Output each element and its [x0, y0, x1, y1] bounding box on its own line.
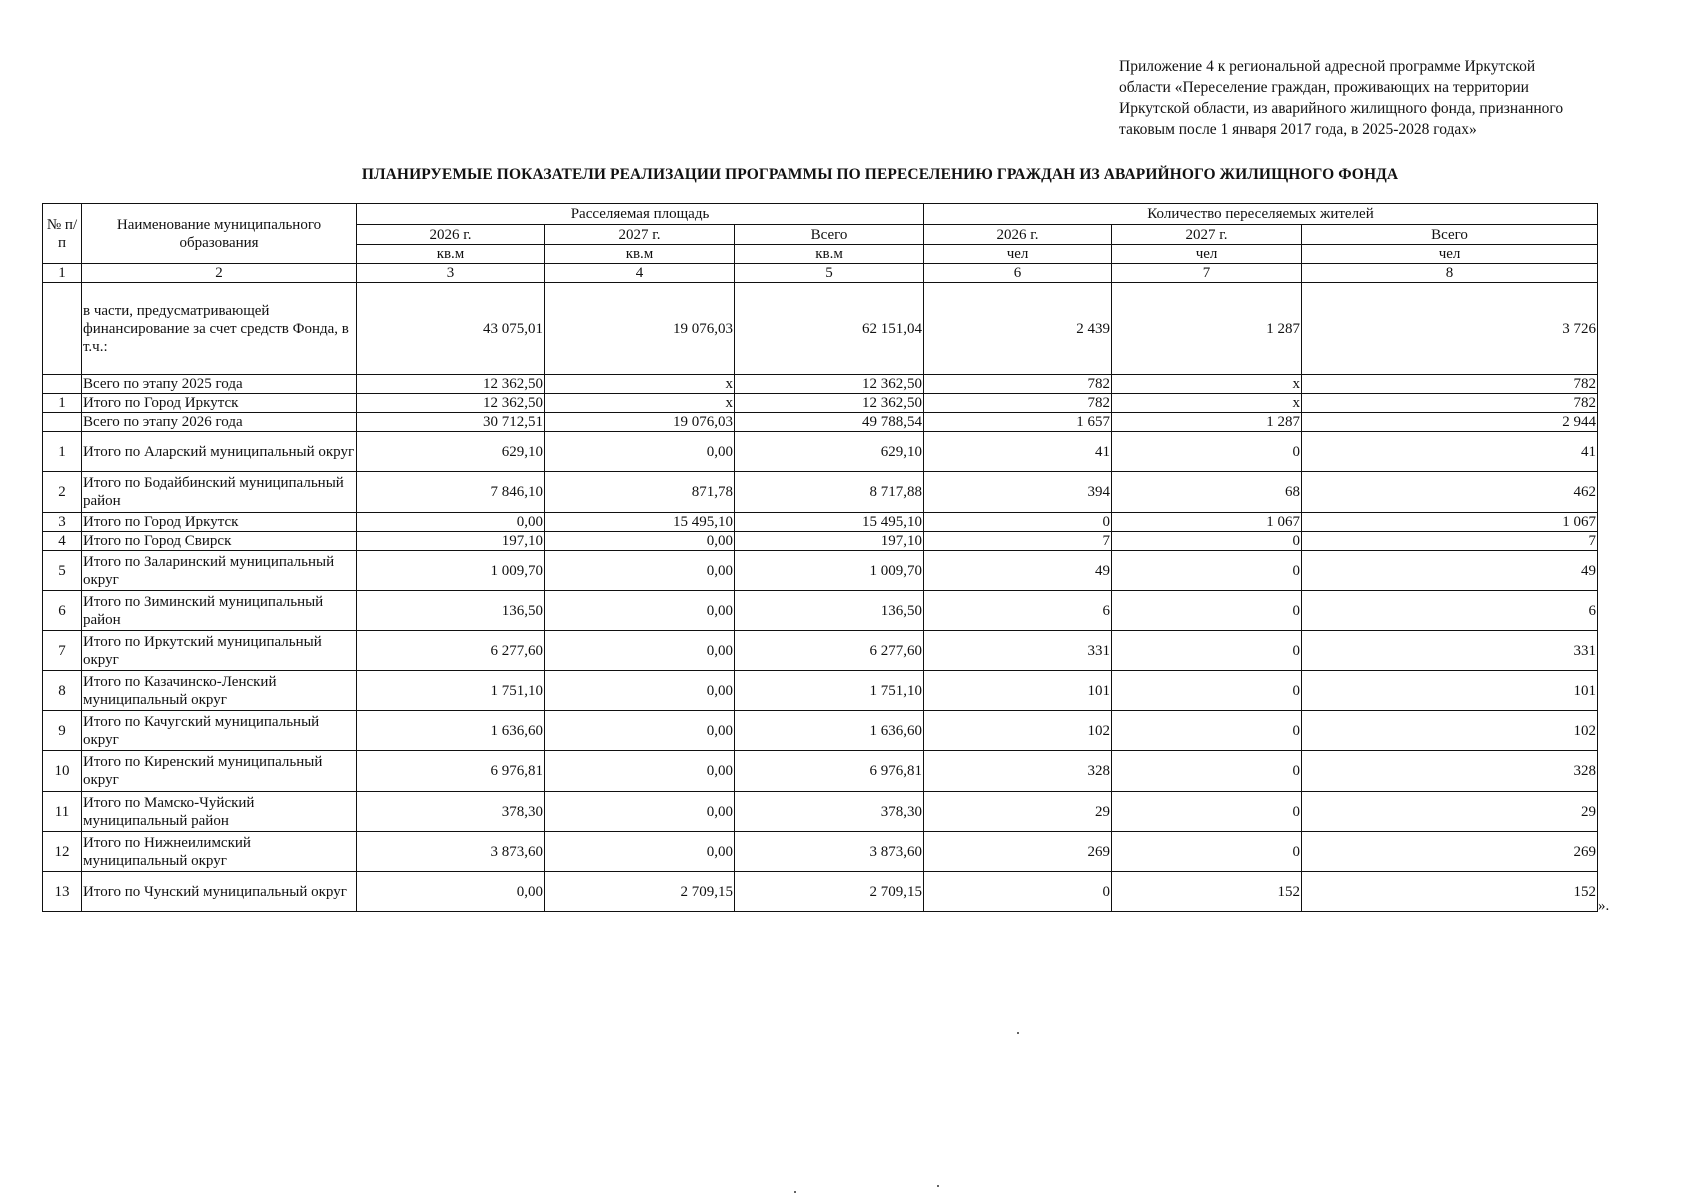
table-row — [43, 413, 1598, 432]
area-2026: 136,50 — [357, 591, 545, 631]
people-total: 152 — [1302, 872, 1598, 912]
area-2026: 0,00 — [357, 513, 545, 532]
area-2026: 1 636,60 — [357, 711, 545, 751]
row-number: 12 — [43, 832, 82, 872]
people-2027: 68 — [1112, 472, 1302, 513]
indicators-table — [42, 203, 1598, 912]
people-total: 462 — [1302, 472, 1598, 513]
row-number: 9 — [43, 711, 82, 751]
area-2027: 0,00 — [545, 751, 735, 792]
table-row — [43, 631, 1598, 671]
people-2026: 6 — [924, 591, 1112, 631]
people-total: 3 726 — [1302, 283, 1598, 375]
unit-people-2026: чел — [924, 245, 1112, 264]
unit-area-total: кв.м — [735, 245, 924, 264]
row-number: 5 — [43, 551, 82, 591]
table-row — [43, 375, 1598, 394]
people-total: 782 — [1302, 375, 1598, 394]
people-total: 1 067 — [1302, 513, 1598, 532]
people-2027: x — [1112, 394, 1302, 413]
table-row — [43, 283, 1598, 375]
table-row — [43, 591, 1598, 631]
row-number — [43, 375, 82, 394]
area-total: 8 717,88 — [735, 472, 924, 513]
area-2027: 0,00 — [545, 832, 735, 872]
area-2027: 871,78 — [545, 472, 735, 513]
area-2026: 30 712,51 — [357, 413, 545, 432]
row-number — [43, 283, 82, 375]
col-number: 5 — [735, 264, 924, 283]
people-total: 2 944 — [1302, 413, 1598, 432]
row-number: 2 — [43, 472, 82, 513]
header-area-2027: 2027 г. — [545, 225, 735, 245]
row-name: Итого по Заларинский муниципальный округ — [82, 551, 357, 591]
row-number: 3 — [43, 513, 82, 532]
table-row — [43, 751, 1598, 792]
row-name: Итого по Мамско-Чуйский муниципальный район — [82, 792, 357, 832]
col-number: 7 — [1112, 264, 1302, 283]
people-2026: 41 — [924, 432, 1112, 472]
people-2026: 1 657 — [924, 413, 1112, 432]
col-number: 4 — [545, 264, 735, 283]
people-total: 7 — [1302, 532, 1598, 551]
area-2026: 378,30 — [357, 792, 545, 832]
area-total: 12 362,50 — [735, 394, 924, 413]
people-2027: 1 287 — [1112, 413, 1302, 432]
row-name: Итого по Бодайбинский муниципальный район — [82, 472, 357, 513]
people-2026: 49 — [924, 551, 1112, 591]
area-2027: x — [545, 375, 735, 394]
people-2027: 0 — [1112, 432, 1302, 472]
document-title: ПЛАНИРУЕМЫЕ ПОКАЗАТЕЛИ РЕАЛИЗАЦИИ ПРОГРАММЫ ПО ПЕРЕСЕЛЕНИЮ ГРАЖДАН ИЗ АВАРИЙНОГО ЖИЛИЩНОГО ФОНДА — [361, 166, 1399, 183]
header-people-group: Количество переселяемых жителей — [924, 204, 1598, 225]
row-number: 13 — [43, 872, 82, 912]
people-2026: 782 — [924, 394, 1112, 413]
area-2026: 3 873,60 — [357, 832, 545, 872]
people-total: 101 — [1302, 671, 1598, 711]
area-2026: 12 362,50 — [357, 375, 545, 394]
header-area-2026: 2026 г. — [357, 225, 545, 245]
area-2026: 12 362,50 — [357, 394, 545, 413]
header-name: Наименование муниципального образования — [82, 204, 357, 264]
header-people-total: Всего — [1302, 225, 1598, 245]
col-number: 2 — [82, 264, 357, 283]
col-number: 1 — [43, 264, 82, 283]
people-total: 6 — [1302, 591, 1598, 631]
area-2027: 19 076,03 — [545, 283, 735, 375]
area-2027: 2 709,15 — [545, 872, 735, 912]
header-area-group: Расселяемая площадь — [357, 204, 924, 225]
people-total: 41 — [1302, 432, 1598, 472]
unit-people-2027: чел — [1112, 245, 1302, 264]
row-number — [43, 413, 82, 432]
area-total: 3 873,60 — [735, 832, 924, 872]
table-row — [43, 832, 1598, 872]
row-name: в части, предусматривающей финансирование за счет средств Фонда, в т.ч.: — [82, 283, 357, 375]
people-2026: 782 — [924, 375, 1112, 394]
people-total: 49 — [1302, 551, 1598, 591]
row-name: Итого по Киренский муниципальный округ — [82, 751, 357, 792]
area-total: 49 788,54 — [735, 413, 924, 432]
area-total: 12 362,50 — [735, 375, 924, 394]
row-name: Итого по Качугский муниципальный округ — [82, 711, 357, 751]
people-2027: 0 — [1112, 792, 1302, 832]
area-total: 629,10 — [735, 432, 924, 472]
people-total: 328 — [1302, 751, 1598, 792]
people-2027: x — [1112, 375, 1302, 394]
unit-people-total: чел — [1302, 245, 1598, 264]
people-total: 269 — [1302, 832, 1598, 872]
header-people-2026: 2026 г. — [924, 225, 1112, 245]
area-2026: 6 976,81 — [357, 751, 545, 792]
table-row — [43, 532, 1598, 551]
row-number: 8 — [43, 671, 82, 711]
row-name: Итого по Город Иркутск — [82, 513, 357, 532]
people-2027: 0 — [1112, 751, 1302, 792]
table-row — [43, 513, 1598, 532]
area-2026: 197,10 — [357, 532, 545, 551]
area-total: 378,30 — [735, 792, 924, 832]
row-number: 10 — [43, 751, 82, 792]
scan-speck — [794, 1191, 796, 1193]
people-2027: 152 — [1112, 872, 1302, 912]
row-number: 1 — [43, 394, 82, 413]
area-total: 6 976,81 — [735, 751, 924, 792]
row-number: 4 — [43, 532, 82, 551]
table-row — [43, 792, 1598, 832]
area-total: 136,50 — [735, 591, 924, 631]
area-total: 1 751,10 — [735, 671, 924, 711]
row-name: Итого по Аларский муниципальный округ — [82, 432, 357, 472]
people-2026: 0 — [924, 513, 1112, 532]
row-name: Всего по этапу 2025 года — [82, 375, 357, 394]
row-name: Итого по Иркутский муниципальный округ — [82, 631, 357, 671]
table-row — [43, 394, 1598, 413]
area-total: 2 709,15 — [735, 872, 924, 912]
area-2027: x — [545, 394, 735, 413]
row-number: 7 — [43, 631, 82, 671]
people-2027: 0 — [1112, 532, 1302, 551]
area-2027: 0,00 — [545, 792, 735, 832]
area-2026: 629,10 — [357, 432, 545, 472]
row-name: Всего по этапу 2026 года — [82, 413, 357, 432]
closing-quote-mark: ». — [1598, 898, 1610, 914]
people-2026: 7 — [924, 532, 1112, 551]
people-2027: 0 — [1112, 551, 1302, 591]
appendix-note: Приложение 4 к региональной адресной программе Иркутской области «Переселение граждан, проживающих на территории Иркутской области, из аварийного жилищного фонда, признанного таковым после 1 января 2017 года, в 2025-2028 годах» — [1119, 58, 1564, 138]
people-2026: 2 439 — [924, 283, 1112, 375]
unit-area-2026: кв.м — [357, 245, 545, 264]
area-total: 1 009,70 — [735, 551, 924, 591]
table-row — [43, 872, 1598, 912]
people-2026: 331 — [924, 631, 1112, 671]
area-2027: 19 076,03 — [545, 413, 735, 432]
people-total: 331 — [1302, 631, 1598, 671]
table-row — [43, 432, 1598, 472]
area-total: 6 277,60 — [735, 631, 924, 671]
area-total: 15 495,10 — [735, 513, 924, 532]
area-2026: 43 075,01 — [357, 283, 545, 375]
people-2027: 0 — [1112, 671, 1302, 711]
people-2026: 102 — [924, 711, 1112, 751]
people-2027: 0 — [1112, 711, 1302, 751]
table-row — [43, 472, 1598, 513]
col-number: 8 — [1302, 264, 1598, 283]
area-2027: 0,00 — [545, 551, 735, 591]
table-row — [43, 671, 1598, 711]
header-area-total: Всего — [735, 225, 924, 245]
people-2026: 394 — [924, 472, 1112, 513]
row-number: 1 — [43, 432, 82, 472]
area-2027: 0,00 — [545, 631, 735, 671]
scan-speck — [1017, 1032, 1019, 1034]
area-2027: 0,00 — [545, 671, 735, 711]
people-2026: 0 — [924, 872, 1112, 912]
area-2027: 0,00 — [545, 532, 735, 551]
scan-speck — [937, 1185, 939, 1187]
area-2026: 6 277,60 — [357, 631, 545, 671]
area-total: 197,10 — [735, 532, 924, 551]
people-2026: 269 — [924, 832, 1112, 872]
table-row — [43, 551, 1598, 591]
row-name: Итого по Казачинско-Ленский муниципальный округ — [82, 671, 357, 711]
row-name: Итого по Зиминский муниципальный район — [82, 591, 357, 631]
row-number: 6 — [43, 591, 82, 631]
table-row — [43, 711, 1598, 751]
people-2027: 1 067 — [1112, 513, 1302, 532]
area-2026: 1 751,10 — [357, 671, 545, 711]
unit-area-2027: кв.м — [545, 245, 735, 264]
area-2026: 0,00 — [357, 872, 545, 912]
col-number: 6 — [924, 264, 1112, 283]
people-2027: 0 — [1112, 832, 1302, 872]
table-body — [43, 283, 1598, 912]
area-2027: 0,00 — [545, 432, 735, 472]
people-total: 102 — [1302, 711, 1598, 751]
row-name: Итого по Чунский муниципальный округ — [82, 872, 357, 912]
people-total: 782 — [1302, 394, 1598, 413]
people-2026: 29 — [924, 792, 1112, 832]
area-2027: 0,00 — [545, 711, 735, 751]
row-name: Итого по Город Иркутск — [82, 394, 357, 413]
people-2026: 328 — [924, 751, 1112, 792]
area-2026: 7 846,10 — [357, 472, 545, 513]
people-2027: 1 287 — [1112, 283, 1302, 375]
area-2027: 15 495,10 — [545, 513, 735, 532]
area-total: 62 151,04 — [735, 283, 924, 375]
people-total: 29 — [1302, 792, 1598, 832]
people-2026: 101 — [924, 671, 1112, 711]
area-2026: 1 009,70 — [357, 551, 545, 591]
row-name: Итого по Город Свирск — [82, 532, 357, 551]
row-number: 11 — [43, 792, 82, 832]
col-number: 3 — [357, 264, 545, 283]
people-2027: 0 — [1112, 631, 1302, 671]
area-2027: 0,00 — [545, 591, 735, 631]
header-people-2027: 2027 г. — [1112, 225, 1302, 245]
header-num: № п/п — [43, 204, 82, 264]
row-name: Итого по Нижнеилимский муниципальный округ — [82, 832, 357, 872]
people-2027: 0 — [1112, 591, 1302, 631]
area-total: 1 636,60 — [735, 711, 924, 751]
